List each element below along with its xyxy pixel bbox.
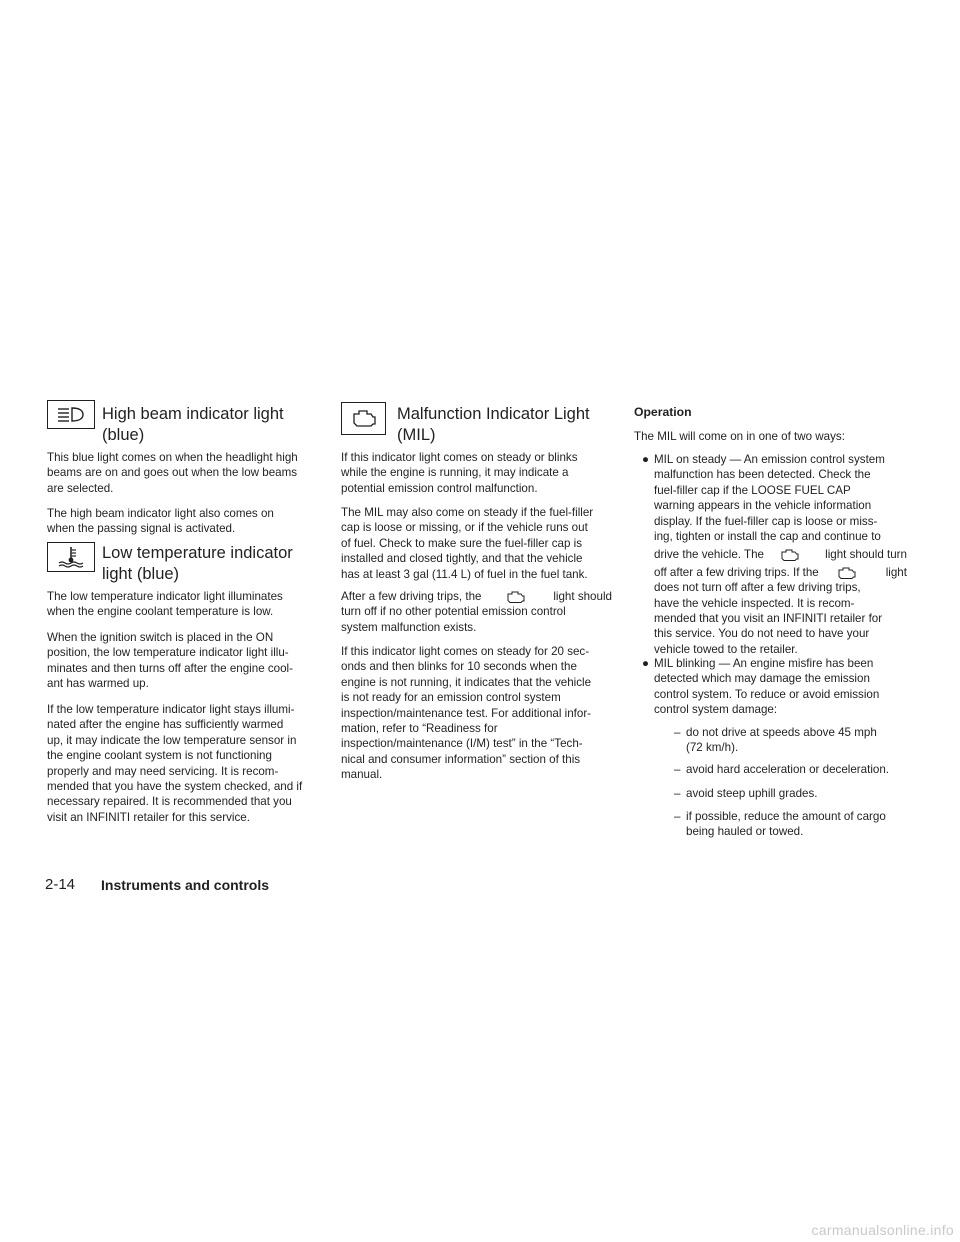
- watermark: carmanualsonline.info: [811, 1222, 954, 1238]
- high-beam-icon: [47, 400, 95, 429]
- low-temperature-paragraph-3: If the low temperature indicator light stays illumi- nated after the engine has sufficiently warmed up, it may indicate the low temperature sensor in the engine coolant system is not functioning properly and may need servicing. It is recom- mended that you have the system checked, and if necessary repaired. It is recommended that you visit an INFINITI retailer for this service.: [47, 703, 303, 824]
- dash-item-cargo: – if possible, reduce the amount of cargo being hauled or towed.: [674, 810, 886, 839]
- mil-paragraph-1: If this indicator light comes on steady or blinks while the engine is running, it may indicate a potential emission control malfunction.: [341, 451, 578, 495]
- bullet-mil-steady: ● MIL on steady — An emission control system malfunction has been detected. Check the fuel-filler cap if the LOOSE FUEL CAP warning appears in the vehicle information display. If the fuel-filler cap is loose or miss- ing, tighten or install the cap and continue to drive the vehicle. The light should turn off after a few driving trips. If the light does not turn off after a few driving trips, have the vehicle inspected. It is recom- mended that you visit an INFINITI retailer for this service. You do not need to have your vehicle towed to the retailer.: [642, 453, 907, 656]
- mil-heading: [397, 404, 590, 446]
- dash-icon: –: [674, 810, 681, 823]
- inline-icon-line: drive the vehicle. The light should turn: [654, 548, 907, 562]
- high-beam-paragraph-1: This blue light comes on when the headlight high beams are on and goes out when the low beams are selected.: [47, 451, 298, 495]
- check-engine-icon: [778, 548, 812, 562]
- high-beam-heading: [102, 404, 284, 446]
- heading-line: light (blue): [102, 565, 180, 583]
- bullet-icon: ●: [642, 657, 650, 670]
- bullet-icon: ●: [642, 453, 650, 466]
- heading-line: Low temperature indicator: [102, 544, 293, 562]
- mil-paragraph-4: If this indicator light comes on steady for 20 sec- onds and then blinks for 10 seconds when the engine is not running, it indicates that the vehicle is not ready for an emission control system inspection/maintenance test. For additional infor- mation, refer to “Readiness for inspection/maintenance (I/M) test” in the “Tech- nical and consumer information” section of this manual.: [341, 645, 592, 782]
- high-beam-paragraph-2: The high beam indicator light also comes on when the passing signal is activated.: [47, 507, 274, 536]
- page-number: 2-14: [45, 876, 76, 893]
- check-engine-icon: [835, 566, 869, 580]
- dash-icon: –: [674, 726, 681, 739]
- heading-line: High beam indicator light: [102, 405, 284, 423]
- heading-line: Malfunction Indicator Light: [397, 405, 590, 423]
- check-engine-icon: [341, 402, 386, 435]
- operation-heading: Operation: [634, 405, 692, 419]
- dash-icon: –: [674, 787, 681, 800]
- operation-intro: The MIL will come on in one of two ways:: [634, 430, 845, 443]
- inline-icon-line: After a few driving trips, the light should: [341, 590, 612, 603]
- mil-paragraph-2: The MIL may also come on steady if the fuel-filler cap is loose or missing, or if the vehicle runs out of fuel. Check to make sure the fuel-filler cap is installed and closed tightly, and that the vehicle has at least 3 gal (11.4 L) of fuel in the fuel tank.: [341, 506, 594, 581]
- section-title: Instruments and controls: [101, 877, 270, 893]
- heading-line: (MIL): [397, 426, 436, 444]
- mil-paragraph-3: After a few driving trips, the light should turn off if no other potential emission control system malfunction exists.: [341, 590, 612, 634]
- dash-item-grades: – avoid steep uphill grades.: [674, 787, 818, 800]
- dash-item-speed: – do not drive at speeds above 45 mph (72 km/h).: [674, 726, 877, 755]
- check-engine-icon: [500, 590, 534, 604]
- dash-item-acceleration: – avoid hard acceleration or deceleration.: [674, 763, 890, 776]
- coolant-temperature-icon: [47, 542, 95, 572]
- low-temperature-paragraph-2: When the ignition switch is placed in the ON position, the low temperature indicator light illu- minates and then turns off after the engine cool- ant has warmed up.: [47, 631, 293, 691]
- low-temperature-paragraph-1: The low temperature indicator light illuminates when the engine coolant temperature is low.: [47, 590, 283, 619]
- heading-line: (blue): [102, 426, 145, 444]
- inline-icon-line: off after a few driving trips. If the light: [654, 565, 907, 579]
- low-temperature-heading: [102, 543, 293, 585]
- bullet-mil-blinking: ● MIL blinking — An engine misfire has been detected which may damage the emission control system. To reduce or avoid emission control system damage:: [642, 657, 880, 717]
- dash-icon: –: [674, 763, 681, 776]
